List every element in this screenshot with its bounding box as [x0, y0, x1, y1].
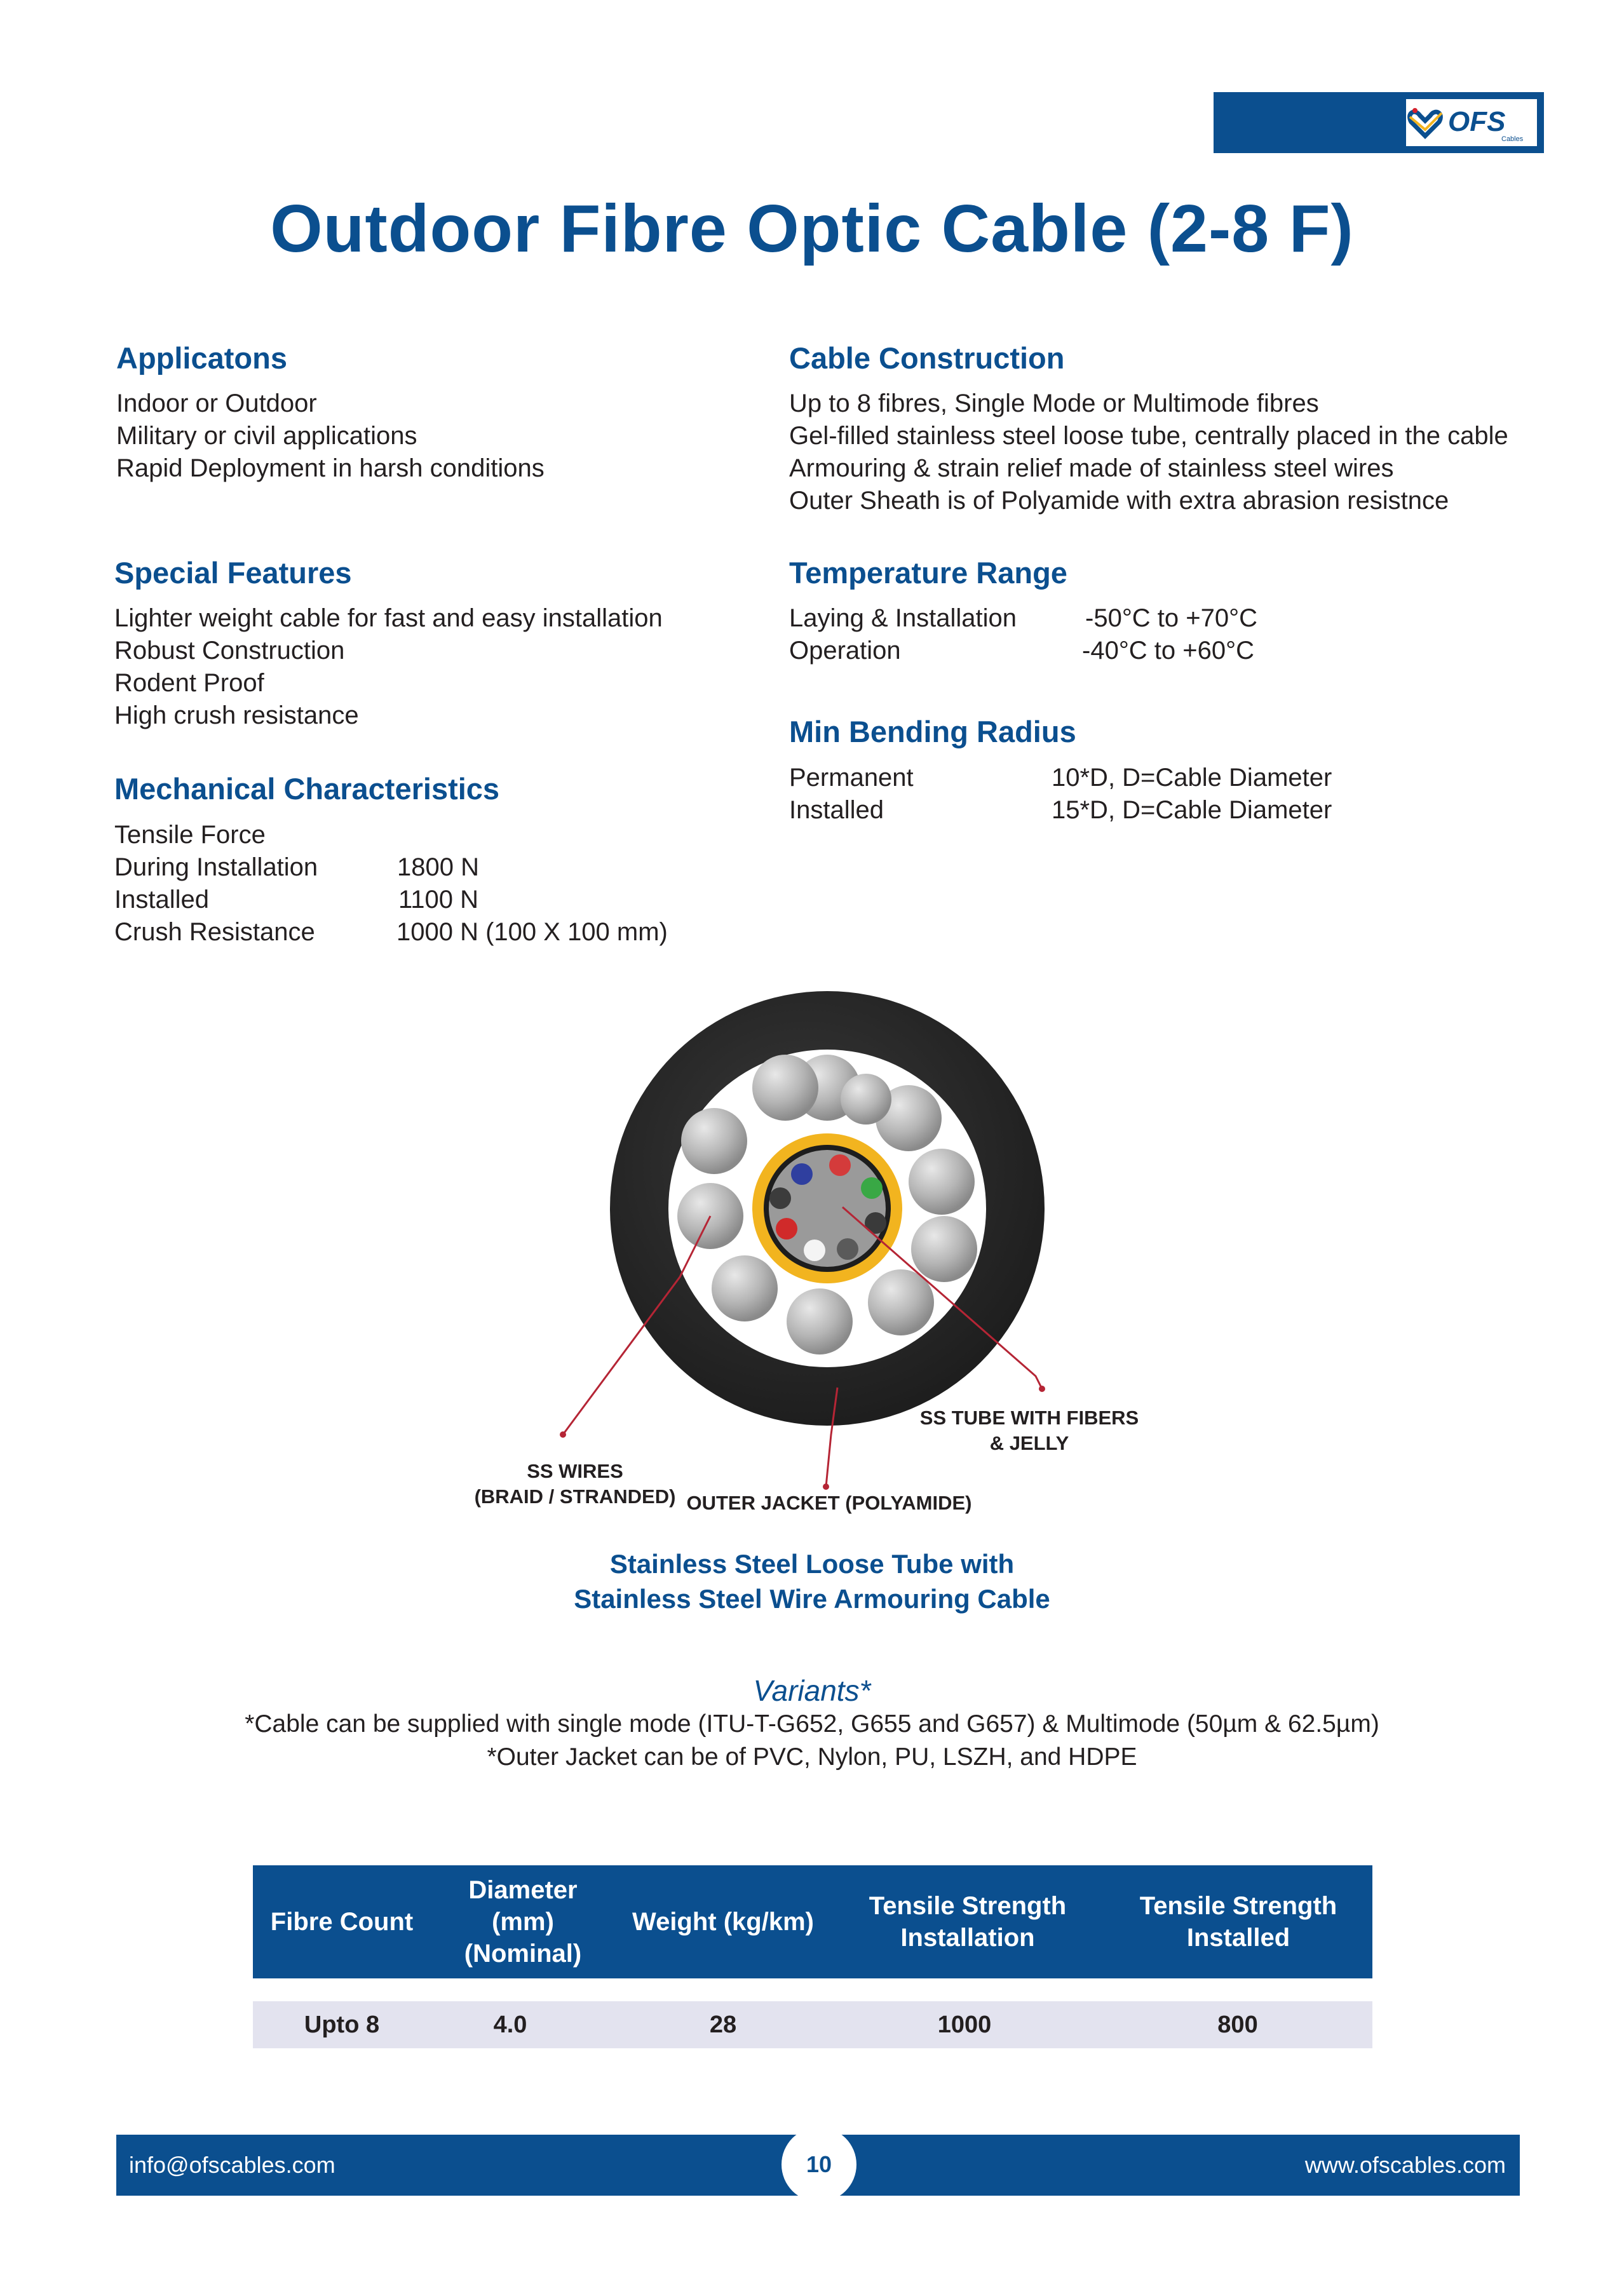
th-diameter: Diameter (mm) (Nominal): [464, 1876, 582, 1968]
bend-value-permanent: 10*D, D=Cable Diameter: [1052, 764, 1332, 792]
label-ss-tube: SS TUBE WITH FIBERS & JELLY: [919, 1407, 1139, 1454]
mech-value-installed: 1100 N: [398, 886, 479, 914]
table-header: [253, 1865, 1372, 1978]
table-row: [253, 2001, 1372, 2048]
ofs-logo: [1404, 97, 1539, 148]
th-tensile-installation: Tensile Strength Installation: [869, 1892, 1067, 1952]
diagram-caption: Stainless Steel Loose Tube with Stainless Steel Wire Armouring Cable: [574, 1549, 1050, 1614]
list-item: Outer Sheath is of Polyamide with extra abrasion resistnce: [789, 487, 1449, 515]
applications-heading: Applicatons: [116, 341, 287, 375]
mech-label-installation: During Installation: [114, 853, 318, 881]
applications-list: [116, 388, 545, 485]
logo-subtext: Cables: [1501, 135, 1524, 143]
cable-cross-section-diagram: [0, 991, 1624, 1525]
mech-label-crush: Crush Resistance: [114, 918, 315, 946]
list-item: Up to 8 fibres, Single Mode or Multimode fibres: [789, 389, 1319, 417]
bend-label-installed: Installed: [789, 796, 884, 824]
label-outer-jacket: OUTER JACKET (POLYAMIDE): [686, 1492, 972, 1514]
list-item: Rapid Deployment in harsh conditions: [116, 454, 545, 482]
cable-construction-list: [789, 388, 1508, 517]
special-features-list: [114, 602, 663, 732]
temp-label-operation: Operation: [789, 637, 901, 665]
list-item: Robust Construction: [114, 637, 345, 665]
td-tensile-installed: 800: [1217, 2011, 1258, 2038]
footer-email[interactable]: info@ofscables.com: [129, 2152, 335, 2178]
td-diameter: 4.0: [493, 2011, 527, 2038]
logo-heart-icon: [1406, 99, 1537, 146]
list-item: High crush resistance: [114, 701, 359, 729]
tube-jelly: [769, 1150, 886, 1267]
temperature-heading: Temperature Range: [789, 556, 1067, 590]
temp-value-operation: -40°C to +60°C: [1082, 637, 1255, 665]
page-title: Outdoor Fibre Optic Cable (2-8 F): [270, 191, 1354, 266]
bend-value-installed: 15*D, D=Cable Diameter: [1052, 796, 1332, 824]
list-item: Military or civil applications: [116, 422, 417, 450]
mechanical-heading: Mechanical Characteristics: [114, 772, 500, 806]
bend-label-permanent: Permanent: [789, 764, 914, 792]
td-fibre-count: Upto 8: [304, 2011, 380, 2038]
th-weight: Weight (kg/km): [632, 1908, 814, 1936]
list-item: Rodent Proof: [114, 669, 264, 697]
variants-line-2: *Outer Jacket can be of PVC, Nylon, PU, LSZH, and HDPE: [487, 1743, 1137, 1771]
mech-value-installation: 1800 N: [397, 853, 479, 881]
cable-construction-heading: Cable Construction: [789, 341, 1065, 375]
th-fibre-count: Fibre Count: [270, 1908, 414, 1936]
bending-heading: Min Bending Radius: [789, 715, 1076, 748]
td-tensile-installation: 1000: [937, 2011, 992, 2038]
th-tensile-installed: Tensile Strength Installed: [1139, 1892, 1337, 1952]
logo-text: OFS: [1448, 106, 1506, 137]
variants-line-1: *Cable can be supplied with single mode (ITU-T-G652, G655 and G657) & Multimode (50µm & 62.5µm): [245, 1710, 1379, 1738]
variants-heading: Variants*: [753, 1674, 871, 1707]
list-item: Lighter weight cable for fast and easy installation: [114, 604, 663, 632]
list-item: Armouring & strain relief made of stainless steel wires: [789, 454, 1394, 482]
special-features-heading: Special Features: [114, 556, 352, 590]
mechanical-subheading: Tensile Force: [114, 821, 266, 849]
footer-website[interactable]: www.ofscables.com: [1304, 2152, 1506, 2178]
label-ss-wires: SS WIRES (BRAID / STRANDED): [474, 1460, 676, 1508]
mech-value-crush: 1000 N (100 X 100 mm): [396, 918, 668, 946]
td-weight: 28: [709, 2011, 737, 2038]
page-number: 10: [782, 2127, 856, 2202]
temp-value-laying: -50°C to +70°C: [1085, 604, 1258, 632]
list-item: Gel-filled stainless steel loose tube, centrally placed in the cable: [789, 422, 1508, 450]
temp-label-laying: Laying & Installation: [789, 604, 1017, 632]
list-item: Indoor or Outdoor: [116, 389, 317, 417]
mech-label-installed: Installed: [114, 886, 209, 914]
